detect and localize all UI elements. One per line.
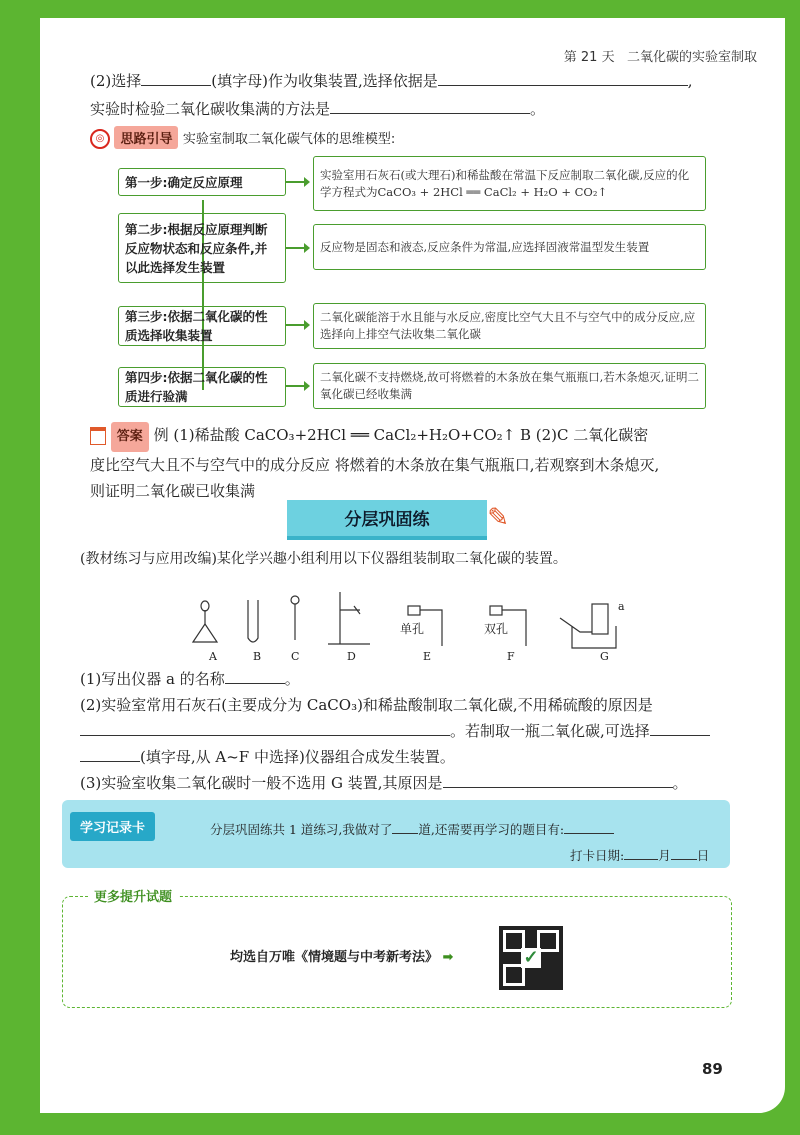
guide-row: [90, 126, 395, 149]
q2-text: 。若制取一瓶二氧化碳,可选择: [450, 722, 650, 740]
date-label: 打卡日期:: [570, 848, 625, 863]
record-text-a: 分层巩固练共 1 道练习,我做对了: [210, 822, 393, 837]
section-banner: [287, 500, 509, 540]
answer-blank[interactable]: [80, 747, 140, 762]
q1-line: [80, 668, 300, 689]
answer-blank[interactable]: [650, 721, 710, 736]
answer-blank[interactable]: [330, 99, 530, 114]
record-text-b: 道,还需要再学习的题目有:: [418, 822, 565, 837]
answer-blank[interactable]: [225, 669, 285, 684]
answer-tag: 答案: [111, 422, 149, 452]
page-header: [564, 46, 757, 65]
answer-block: [90, 422, 740, 504]
step-1-title: 第一步:确定反应原理: [118, 168, 286, 196]
q1-text: (1)写出仪器 a 的名称: [80, 670, 225, 688]
label-c: C: [291, 650, 300, 663]
guide-text: 实验室制取二氧化碳气体的思维模型:: [182, 132, 396, 147]
iron-stand-icon: [328, 592, 370, 644]
q2-text: (填字母)作为收集装置,选择依据是: [211, 72, 438, 90]
label-a-pointer: a: [618, 600, 625, 613]
step-4-desc: 二氧化碳不支持燃烧,故可将燃着的木条放在集气瓶瓶口,若木条熄灭,证明二氧化碳已经收集满: [313, 363, 706, 409]
q2b-line2: [80, 720, 710, 741]
flow-arrow: [286, 324, 308, 326]
q2-text: 实验时检验二氧化碳收集满的方法是: [90, 100, 331, 118]
banner-title: 分层巩固练: [344, 510, 430, 530]
header-day: 第 21 天: [563, 50, 615, 65]
q2-line2: [90, 98, 545, 119]
dropper-icon: [291, 596, 299, 640]
water-trough-icon: [560, 604, 616, 648]
step-1-desc: 实验室用石灰石(或大理石)和稀盐酸在常温下反应制取二氧化碳,反应的化学方程式为CaCO₃ + 2HCl ══ CaCl₂ + H₂O + CO₂↑: [313, 156, 706, 211]
q2-text: 。: [530, 100, 546, 118]
q3-line: [80, 772, 688, 793]
record-tag: 学习记录卡: [70, 812, 155, 841]
flow-arrow: [286, 385, 308, 387]
answer-blank[interactable]: [80, 721, 450, 736]
header-topic: 二氧化碳的实验室制取: [626, 50, 757, 65]
answer-text-1: 例 (1)稀盐酸 CaCO₃+2HCl ══ CaCl₂+H₂O+CO₂↑ B (2)C 二氧化碳密: [153, 426, 649, 444]
q2b-line1: (2)实验室常用石灰石(主要成分为 CaCO₃)和稀盐酸制取二氧化碳,不用稀硫酸的原因是: [80, 696, 653, 714]
step-4-title: 第四步:依据二氧化碳的性质进行验满: [118, 367, 286, 407]
q1-text: 。: [284, 670, 300, 688]
answer-text-2: 度比空气大且不与空气中的成分反应 将燃着的木条放在集气瓶瓶口,若观察到木条熄灭,: [90, 456, 660, 474]
answer-blank[interactable]: [443, 773, 673, 788]
qr-code-icon[interactable]: [499, 926, 563, 990]
arrow-right-icon: ➡: [442, 950, 454, 965]
flow-arrow: [286, 247, 308, 249]
pencil-icon: ✎: [487, 503, 509, 533]
q2-text: (填字母,从 A~F 中选择)仪器组合成发生装置。: [140, 748, 455, 766]
apparatus-figure: [180, 588, 640, 650]
step-3-desc: 二氧化碳能溶于水且能与水反应,密度比空气大且不与空气中的成分反应,应选择向上排空气法收集二氧化碳: [313, 303, 706, 349]
target-icon: ◎: [90, 129, 110, 149]
label-b: B: [253, 650, 262, 663]
page-number: 89: [702, 1060, 723, 1078]
answer-blank[interactable]: [438, 71, 688, 86]
single-hole-label: 单孔: [400, 622, 425, 636]
alcohol-lamp-icon: [193, 601, 217, 642]
label-g: G: [600, 650, 609, 663]
month-blank[interactable]: [624, 845, 658, 860]
check-icon: ✓: [521, 948, 541, 968]
step-2-title: 第二步:根据反应原理判断反应物状态和反应条件,并以此选择发生装置: [118, 213, 286, 283]
label-d: D: [347, 650, 356, 663]
record-text: [210, 819, 614, 838]
label-a: A: [209, 650, 217, 663]
label-e: E: [423, 650, 432, 663]
q3-text: (3)实验室收集二氧化碳时一般不选用 G 装置,其原因是: [80, 774, 443, 792]
answer-blank[interactable]: [141, 71, 211, 86]
q3-text: 。: [672, 774, 688, 792]
more-text-row: [230, 946, 453, 965]
record-date: [570, 845, 709, 864]
calendar-icon: [90, 427, 106, 445]
q2-text: ,: [687, 72, 693, 90]
more-text[interactable]: 均选自万唯《情境题与中考新考法》: [230, 950, 439, 965]
answer-text-3: 则证明二氧化碳已收集满: [90, 482, 256, 500]
double-hole-label: 双孔: [484, 622, 509, 636]
label-f: F: [507, 650, 515, 663]
guide-tag: 思路引导: [114, 126, 178, 149]
flow-arrow: [286, 181, 308, 183]
day-label: 日: [696, 848, 710, 863]
step-3-title: 第三步:依据二氧化碳的性质选择收集装置: [118, 306, 286, 346]
review-blank[interactable]: [564, 819, 614, 834]
day-blank[interactable]: [671, 845, 697, 860]
correct-count-blank[interactable]: [392, 819, 418, 834]
month-label: 月: [658, 848, 671, 863]
test-tube-icon: [248, 600, 258, 642]
exercise-intro: (教材练习与应用改编)某化学兴趣小组利用以下仪器组装制取二氧化碳的装置。: [80, 551, 567, 567]
q2-line1: [90, 70, 693, 91]
page: [40, 18, 785, 1113]
q2b-line3: [80, 746, 455, 767]
q2-text: (2)选择: [90, 72, 142, 90]
more-title: 更多提升试题: [88, 886, 178, 905]
step-2-desc: 反应物是固态和液态,反应条件为常温,应选择固液常温型发生装置: [313, 224, 706, 270]
